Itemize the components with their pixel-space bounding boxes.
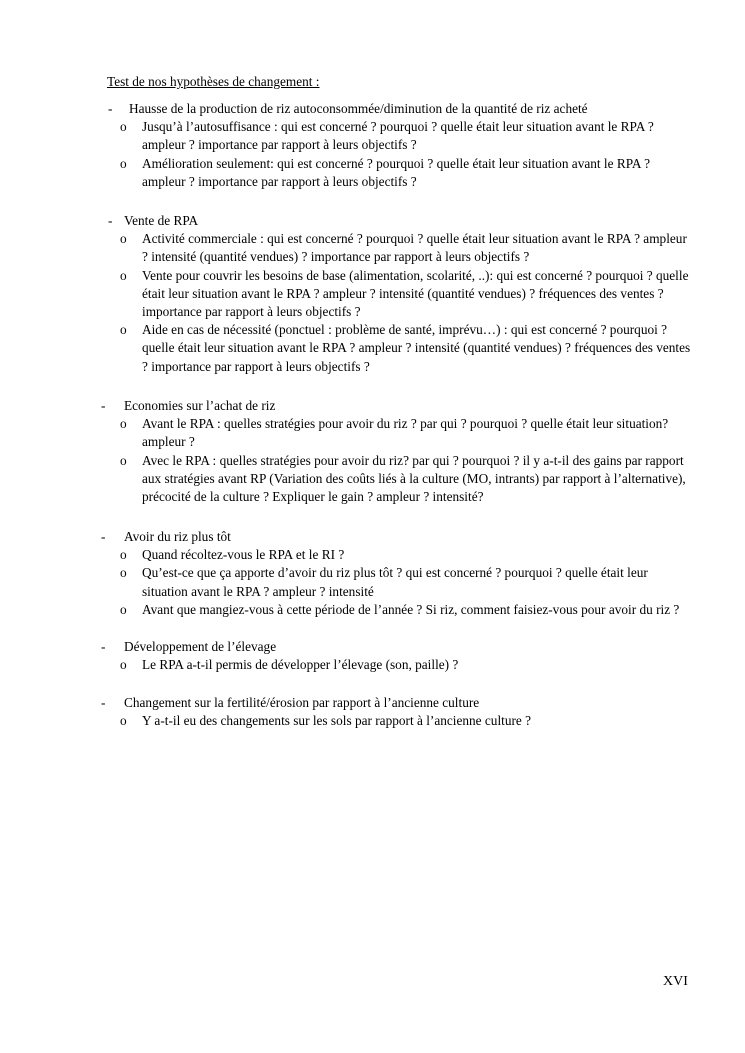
section-title: Développement de l’élevage [124, 639, 277, 654]
section-title: Vente de RPA [124, 213, 199, 228]
dash-marker: - [108, 213, 113, 228]
list-item [0, 230, 694, 266]
dash-marker: - [101, 398, 106, 413]
section-title: Hausse de la production de riz autoconsommée/diminution de la quantité de riz acheté [129, 101, 588, 116]
item-text: Qu’est-ce que ça apporte d’avoir du riz plus tôt ? qui est concerné ? pourquoi ? quelle était leur situation avant le RPA ? ampleur ? intensité [142, 565, 648, 599]
section-title-line [0, 694, 745, 712]
section-production [0, 100, 745, 191]
item-text: Activité commerciale : qui est concerné ? pourquoi ? quelle était leur situation avant le RPA ? ampleur ? intensité (quantité vendues) ? importance par rapport à leurs objectifs ? [142, 231, 687, 265]
section-vente [0, 212, 745, 376]
section-items [0, 656, 745, 674]
bullet-marker: o [120, 231, 127, 247]
page-number: XVI [663, 974, 688, 989]
bullet-marker: o [120, 267, 127, 283]
list-item [0, 321, 694, 376]
list-item [0, 601, 694, 619]
bullet-marker: o [120, 601, 127, 617]
bullet-marker: o [120, 416, 127, 432]
list-item [0, 155, 694, 191]
document-heading: Test de nos hypothèses de changement : [107, 74, 320, 89]
section-title-line [0, 638, 745, 656]
bullet-marker: o [120, 547, 127, 563]
item-text: Vente pour couvrir les besoins de base (alimentation, scolarité, ..): qui est concerné ? pourquoi ? quelle était leur situation avant le RPA ? ampleur ? intensité (quantité vendues) ? fréquences des ventes ? importance par rapport à leurs objectifs ? [142, 267, 689, 319]
bullet-marker: o [120, 452, 127, 468]
section-fertilite [0, 694, 745, 730]
section-title: Economies sur l’achat de riz [124, 398, 276, 413]
section-title-line [0, 212, 745, 230]
list-item [0, 267, 694, 322]
section-elevage [0, 638, 745, 674]
section-economies [0, 397, 745, 506]
list-item [0, 656, 694, 674]
dash-marker: - [108, 101, 113, 116]
dash-marker: - [101, 529, 106, 544]
item-text: Aide en cas de nécessité (ponctuel : problème de santé, imprévu…) : qui est concerné ? pourquoi ? quelle était leur situation avant le RPA ? ampleur ? intensité (quantité vendues) ? fréquences des ventes ? importance par rapport à leurs objectifs ? [142, 322, 691, 374]
section-items [0, 230, 745, 376]
section-title-line [0, 528, 745, 546]
list-item [0, 564, 694, 600]
bullet-marker: o [120, 322, 127, 338]
bullet-marker: o [120, 119, 127, 135]
section-riz-plus-tot [0, 528, 745, 619]
item-text: Quand récoltez-vous le RPA et le RI ? [142, 547, 345, 563]
bullet-marker: o [120, 713, 127, 729]
bullet-marker: o [120, 155, 127, 171]
bullet-marker: o [120, 565, 127, 581]
item-text: Avec le RPA : quelles stratégies pour avoir du riz? par qui ? pourquoi ? il y a-t-il des gains par rapport aux stratégies avant RP (Variation des coûts liés à la culture (MO, intrants) par rapport à l’alternative), précocité de la culture ? Expliquer le gain ? ampleur ? intensité? [142, 452, 686, 504]
list-item [0, 452, 694, 507]
list-item [0, 118, 694, 154]
section-items [0, 712, 745, 730]
list-item [0, 546, 694, 564]
dash-marker: - [101, 695, 106, 710]
section-title-line [0, 397, 745, 415]
item-text: Avant le RPA : quelles stratégies pour avoir du riz ? par qui ? pourquoi ? quelle était leur situation? ampleur ? [142, 416, 669, 450]
item-text: Y a-t-il eu des changements sur les sols par rapport à l’ancienne culture ? [142, 713, 532, 729]
list-item [0, 415, 694, 451]
item-text: Avant que mangiez-vous à cette période de l’année ? Si riz, comment faisiez-vous pour avoir du riz ? [142, 601, 680, 617]
section-title: Avoir du riz plus tôt [124, 529, 231, 544]
dash-marker: - [101, 639, 106, 654]
bullet-marker: o [120, 657, 127, 673]
item-text: Jusqu’à l’autosuffisance : qui est concerné ? pourquoi ? quelle était leur situation avant le RPA ? ampleur ? importance par rapport à leurs objectifs ? [142, 119, 654, 153]
list-item [0, 712, 694, 730]
item-text: Le RPA a-t-il permis de développer l’élevage (son, paille) ? [142, 657, 459, 673]
item-text: Amélioration seulement: qui est concerné ? pourquoi ? quelle était leur situation avant le RPA ? ampleur ? importance par rapport à leurs objectifs ? [142, 155, 650, 189]
section-title: Changement sur la fertilité/érosion par rapport à l’ancienne culture [124, 695, 480, 710]
section-title-line [0, 100, 745, 118]
section-items [0, 415, 745, 506]
section-items [0, 118, 745, 191]
section-items [0, 546, 745, 619]
